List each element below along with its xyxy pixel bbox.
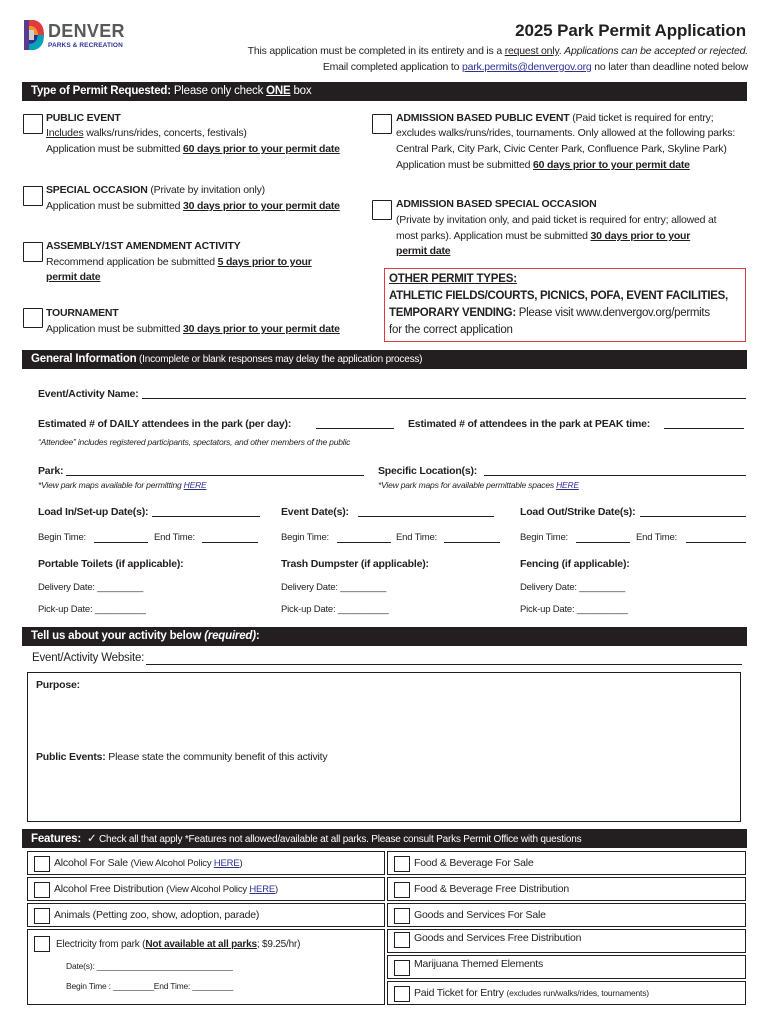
event-end-field[interactable] (444, 542, 500, 543)
admission-special-line-4: permit date (396, 245, 451, 257)
assembly-deadline-2: permit date (46, 271, 101, 283)
park-field[interactable] (66, 475, 364, 476)
park-maps-here-link[interactable]: HERE (183, 480, 207, 490)
logo-name: DENVER (48, 21, 125, 41)
public-event-deadline: Application must be submitted 60 days prior to your permit date (46, 143, 340, 155)
event-name-field[interactable] (142, 398, 746, 399)
feature-goods-sale[interactable]: Goods and Services For Sale (387, 903, 746, 927)
assembly-checkbox[interactable] (23, 242, 43, 262)
admission-special-title: ADMISSION BASED SPECIAL OCCASION (396, 198, 597, 210)
feature-food-free[interactable]: Food & Beverage Free Distribution (387, 877, 746, 901)
marijuana-checkbox[interactable] (394, 960, 410, 976)
website-field[interactable] (146, 664, 742, 665)
purpose-box[interactable] (27, 672, 741, 822)
alcohol-policy-link[interactable]: HERE (213, 858, 240, 869)
electricity-label: Electricity from park (Not available at all parks; $9.25/hr) (56, 939, 301, 950)
load-out-begin-label: Begin Time: (520, 532, 568, 543)
denver-logo (24, 20, 144, 52)
load-in-begin-field[interactable] (94, 542, 148, 543)
activity-bar: Tell us about your activity below (required): (22, 627, 747, 646)
assembly-title: ASSEMBLY/1ST AMENDMENT ACTIVITY (46, 240, 241, 252)
specific-location-note: *View park maps for available permittable spaces HERE (378, 480, 579, 490)
feature-electricity[interactable] (27, 929, 385, 1005)
public-events-label: Public Events: Please state the community benefit of this activity (36, 751, 328, 763)
load-out-begin-field[interactable] (576, 542, 630, 543)
header-line-1: This application must be completed in its entirety and is a request only. Applications can be accepted or rejected. (247, 45, 748, 57)
food-free-checkbox[interactable] (394, 882, 410, 898)
event-dates-label: Event Date(s): (281, 506, 349, 518)
load-in-end-label: End Time: (154, 532, 195, 543)
special-occasion-title: SPECIAL OCCASION (Private by invitation only) (46, 184, 265, 196)
features-bar: Features: ✓ Check all that apply *Features not allowed/available at all parks. Please consult Parks Permit Office with questions (22, 829, 747, 848)
header-line-2: Email completed application to park.permits@denvergov.org no later than deadline noted below (322, 61, 748, 73)
load-in-field[interactable] (152, 516, 260, 517)
other-permit-types-list: ATHLETIC FIELDS/COURTS, PICNICS, POFA, EVENT FACILITIES, (389, 290, 728, 302)
feature-food-sale[interactable]: Food & Beverage For Sale (387, 851, 746, 875)
admission-special-occasion-checkbox[interactable] (372, 200, 392, 220)
trash-dumpster-label: Trash Dumpster (if applicable): (281, 558, 429, 570)
admission-public-line-2: excludes walks/runs/rides, tournaments. Only allowed at the following parks: (396, 127, 736, 139)
feature-paid-ticket[interactable]: Paid Ticket for Entry (excludes run/walks/rides, tournaments) (387, 981, 746, 1005)
event-end-label: End Time: (396, 532, 437, 543)
load-in-end-field[interactable] (202, 542, 258, 543)
event-name-label: Event/Activity Name: (38, 388, 139, 400)
electricity-dates[interactable]: Date(s): ______________________________ (66, 961, 233, 971)
general-information-bar: General Information (Incomplete or blank responses may delay the application process) (22, 350, 747, 369)
load-in-label: Load In/Set-up Date(s): (38, 506, 149, 518)
load-out-end-field[interactable] (686, 542, 746, 543)
load-in-begin-label: Begin Time: (38, 532, 86, 543)
fencing-pickup[interactable]: Pick-up Date: __________ (520, 604, 628, 615)
admission-public-title: ADMISSION BASED PUBLIC EVENT (Paid ticket is required for entry; (396, 112, 714, 124)
daily-attendees-field[interactable] (316, 428, 394, 429)
public-event-checkbox[interactable] (23, 114, 43, 134)
feature-animals[interactable]: Animals (Petting zoo, show, adoption, parade) (27, 903, 385, 927)
toilets-delivery[interactable]: Delivery Date: _________ (38, 582, 144, 593)
specific-location-label: Specific Location(s): (378, 465, 478, 477)
fencing-label: Fencing (if applicable): (520, 558, 630, 570)
admission-public-deadline: Application must be submitted 60 days prior to your permit date (396, 159, 690, 171)
tournament-checkbox[interactable] (23, 308, 43, 328)
page-title: 2025 Park Permit Application (515, 21, 746, 40)
daily-attendees-label: Estimated # of DAILY attendees in the park (per day): (38, 418, 292, 430)
attendee-note: “Attendee” includes registered participants, spectators, and other members of the public (38, 437, 351, 447)
paid-ticket-checkbox[interactable] (394, 986, 410, 1002)
admission-special-line-3: most parks). Application must be submitted 30 days prior to your (396, 230, 691, 242)
event-begin-field[interactable] (337, 542, 391, 543)
admission-public-event-checkbox[interactable] (372, 114, 392, 134)
logo-subtitle: PARKS & RECREATION (48, 42, 123, 49)
special-occasion-deadline: Application must be submitted 30 days prior to your permit date (46, 200, 340, 212)
admission-public-line-3: Central Park, City Park, Civic Center Park, Confluence Park, Skyline Park) (396, 143, 727, 155)
alcohol-policy-link-2[interactable]: HERE (249, 884, 275, 895)
load-out-field[interactable] (640, 516, 746, 517)
purpose-label: Purpose: (36, 679, 80, 691)
feature-goods-free[interactable]: Goods and Services Free Distribution (387, 929, 746, 953)
peak-attendees-field[interactable] (664, 428, 744, 429)
fencing-delivery[interactable]: Delivery Date: _________ (520, 582, 626, 593)
feature-alcohol-free[interactable]: Alcohol Free Distribution (View Alcohol Policy HERE) (27, 877, 385, 901)
other-permit-types-box (384, 268, 746, 342)
denver-d-mark-icon (24, 20, 44, 50)
dumpster-pickup[interactable]: Pick-up Date: __________ (281, 604, 389, 615)
peak-attendees-label: Estimated # of attendees in the park at PEAK time: (408, 418, 651, 430)
electricity-checkbox[interactable] (34, 936, 50, 952)
alcohol-free-checkbox[interactable] (34, 882, 50, 898)
tournament-title: TOURNAMENT (46, 307, 119, 319)
event-begin-label: Begin Time: (281, 532, 329, 543)
food-sale-checkbox[interactable] (394, 856, 410, 872)
alcohol-sale-checkbox[interactable] (34, 856, 50, 872)
park-label: Park: (38, 465, 64, 477)
toilets-pickup[interactable]: Pick-up Date: __________ (38, 604, 146, 615)
other-permit-types-note: for the correct application (389, 324, 513, 336)
email-link[interactable]: park.permits@denvergov.org (461, 61, 592, 73)
dumpster-delivery[interactable]: Delivery Date: _________ (281, 582, 387, 593)
event-dates-field[interactable] (358, 516, 494, 517)
feature-alcohol-sale[interactable]: Alcohol For Sale (View Alcohol Policy HERE) (27, 851, 385, 875)
type-of-permit-bar: Type of Permit Requested: Please only check ONE box (22, 82, 747, 101)
spaces-here-link[interactable]: HERE (556, 480, 579, 490)
tournament-deadline: Application must be submitted 30 days prior to your permit date (46, 323, 340, 335)
specific-location-field[interactable] (484, 475, 746, 476)
park-maps-note: *View park maps available for permitting HERE (38, 480, 207, 490)
public-event-title: PUBLIC EVENT (46, 112, 121, 124)
goods-sale-checkbox[interactable] (394, 908, 410, 924)
goods-free-checkbox[interactable] (394, 932, 410, 948)
special-occasion-checkbox[interactable] (23, 186, 43, 206)
admission-special-line-2: (Private by invitation only, and paid ticket is required for entry; allowed at (396, 214, 717, 226)
other-permit-types-vending: TEMPORARY VENDING: Please visit www.denvergov.org/permits (389, 307, 710, 319)
other-permit-types-title: OTHER PERMIT TYPES: (389, 273, 517, 285)
assembly-deadline: Recommend application be submitted 5 days prior to your (46, 256, 312, 268)
animals-checkbox[interactable] (34, 908, 50, 924)
website-label: Event/Activity Website: (32, 652, 145, 664)
electricity-times[interactable]: Begin Time : _________End Time: _________ (66, 981, 234, 991)
checkmark-icon: ✓ (86, 831, 97, 845)
load-out-label: Load Out/Strike Date(s): (520, 506, 636, 518)
public-event-includes: Includes walks/runs/rides, concerts, festivals) (46, 127, 247, 139)
feature-marijuana[interactable]: Marijuana Themed Elements (387, 955, 746, 979)
load-out-end-label: End Time: (636, 532, 677, 543)
portable-toilets-label: Portable Toilets (if applicable): (38, 558, 184, 570)
